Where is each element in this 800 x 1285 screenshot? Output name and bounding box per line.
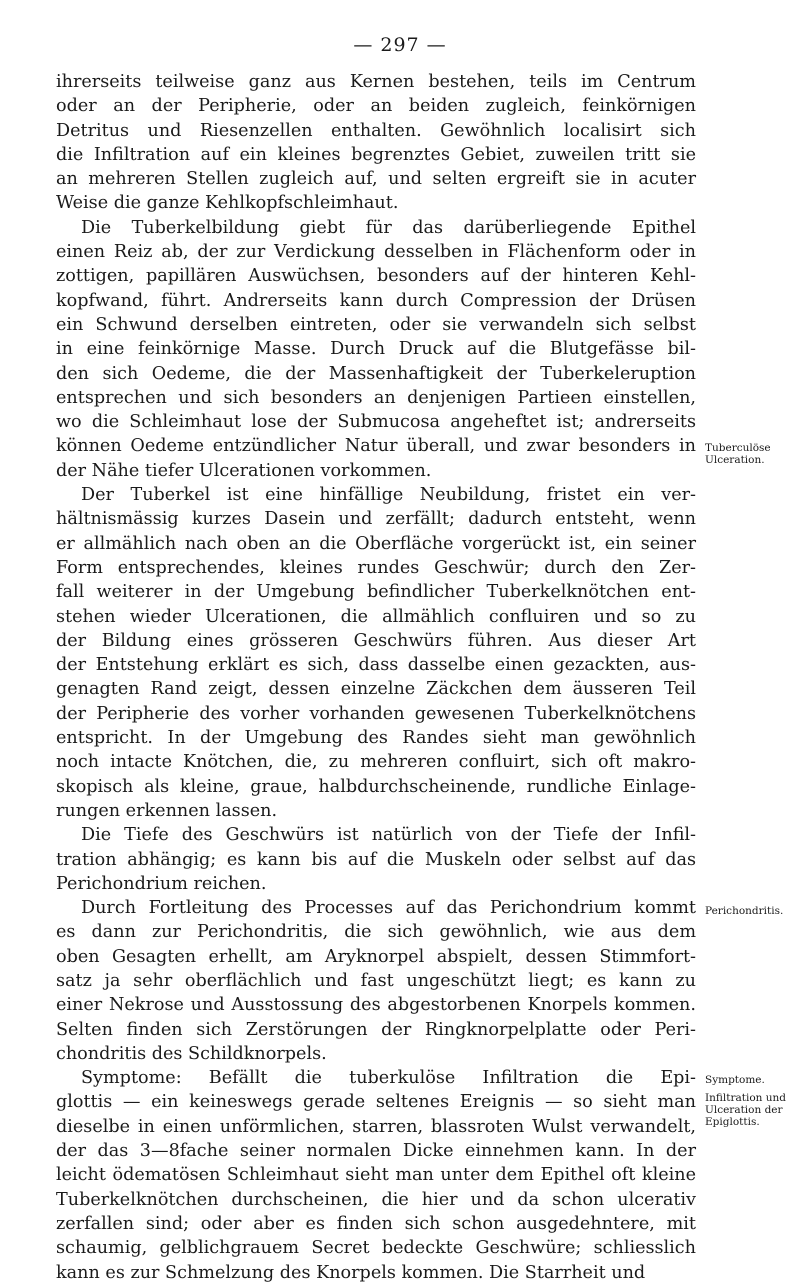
- text-line: er allmählich nach oben an die Oberfläche vorgerückt ist, ein seiner: [56, 533, 696, 554]
- text-line: den sich Oedeme, die der Massenhaftigkeit der Tuberkeleruption: [56, 363, 696, 384]
- text-line: der Nähe tiefer Ulcerationen vorkommen.: [56, 460, 432, 481]
- text-line: stehen wieder Ulcerationen, die allmählich confluiren und so zu: [56, 606, 696, 627]
- margin-note-infiltration-epiglottis: Infiltration und Ulceration der Epiglottis.: [705, 1092, 787, 1128]
- text-line: der das 3—8fache seiner normalen Dicke einnehmen kann. In der: [56, 1141, 696, 1162]
- body-text: [56, 70, 696, 1285]
- text-line: skopisch als kleine, graue, halbdurchscheinende, rundliche Einlage-: [56, 776, 696, 797]
- text-line: an mehreren Stellen zugleich auf, und selten ergreift sie in acuter: [56, 169, 696, 190]
- text-line: kann es zur Schmelzung des Knorpels kommen. Die Starrheit und: [56, 1262, 646, 1283]
- text-line: rungen erkennen lassen.: [56, 800, 278, 821]
- text-line: Die Tuberkelbildung giebt für das darüberliegende Epithel: [81, 217, 696, 238]
- text-line: Detritus und Riesenzellen enthalten. Gewöhnlich localisirt sich: [56, 120, 696, 141]
- margin-note-symptome: Symptome.: [705, 1074, 765, 1086]
- text-line: in eine feinkörnige Masse. Durch Druck auf die Blutgefässe bil-: [56, 339, 696, 360]
- text-line: dieselbe in einen unförmlichen, starren, blassroten Wulst verwandelt,: [56, 1116, 696, 1137]
- text-line: ihrerseits teilweise ganz aus Kernen bestehen, teils im Centrum: [56, 72, 696, 92]
- text-line: der Peripherie des vorher vorhanden gewesenen Tuberkelknötchens: [56, 703, 696, 724]
- text-line: Tuberkelknötchen durchscheinen, die hier und da schon ulcerativ: [56, 1189, 696, 1210]
- text-line: kopfwand, führt. Andrerseits kann durch Compression der Drüsen: [56, 290, 696, 311]
- page-number-header: — 297 —: [353, 34, 447, 56]
- text-line: oben Gesagten erhellt, am Aryknorpel abspielt, dessen Stimmfort-: [56, 946, 696, 967]
- text-line: Die Tiefe des Geschwürs ist natürlich von der Tiefe der Infil-: [81, 825, 696, 846]
- margin-note-perichondritis: Perichondritis.: [705, 905, 784, 917]
- text-line: Form entsprechendes, kleines rundes Geschwür; durch den Zer-: [56, 557, 696, 578]
- text-line: tration abhängig; es kann bis auf die Muskeln oder selbst auf das: [56, 849, 696, 870]
- text-line: fall weiterer in der Umgebung befindlicher Tuberkelknötchen ent-: [56, 582, 696, 603]
- text-line: einer Nekrose und Ausstossung des abgestorbenen Knorpels kommen.: [56, 995, 696, 1016]
- text-line: der Entstehung erklärt es sich, dass dasselbe einen gezackten, aus-: [56, 655, 696, 676]
- text-line: leicht ödematösen Schleimhaut sieht man unter dem Epithel oft kleine: [56, 1165, 696, 1186]
- text-line: Symptome: Befällt die tuberkulöse Infiltration die Epi-: [81, 1068, 696, 1089]
- text-line: glottis — ein keineswegs gerade seltenes Ereignis — so sieht man: [56, 1092, 696, 1113]
- text-line: Perichondrium reichen.: [56, 873, 267, 894]
- text-line: entsprechen und sich besonders an denjenigen Partieen einstellen,: [56, 387, 696, 408]
- text-line: ein Schwund derselben eintreten, oder sie verwandeln sich selbst: [56, 314, 696, 335]
- margin-note-tuberculoese-ulceration: Tuberculöse Ulceration.: [705, 442, 771, 466]
- text-line: die Infiltration auf ein kleines begrenztes Gebiet, zuweilen tritt sie: [56, 144, 696, 165]
- text-line: wo die Schleimhaut lose der Submucosa angeheftet ist; andrerseits: [56, 412, 696, 433]
- text-line: zerfallen sind; oder aber es finden sich schon ausgedehntere, mit: [56, 1213, 696, 1234]
- text-line: oder an der Peripherie, oder an beiden zugleich, feinkörnigen: [56, 96, 696, 117]
- text-line: zottigen, papillären Auswüchsen, besonders auf der hinteren Kehl-: [56, 266, 696, 287]
- text-line: hältnismässig kurzes Dasein und zerfällt; dadurch entsteht, wenn: [56, 509, 696, 530]
- text-line: schaumig, gelblichgrauem Secret bedeckte Geschwüre; schliesslich: [56, 1238, 696, 1259]
- text-line: satz ja sehr oberflächlich und fast ungeschützt liegt; es kann zu: [56, 970, 696, 991]
- text-line: einen Reiz ab, der zur Verdickung desselben in Flächenform oder in: [56, 242, 696, 263]
- text-line: noch intacte Knötchen, die, zu mehreren confluirt, sich oft makro-: [56, 752, 696, 773]
- text-line: es dann zur Perichondritis, die sich gewöhnlich, wie aus dem: [56, 922, 696, 943]
- text-line: genagten Rand zeigt, dessen einzelne Zäckchen dem äusseren Teil: [56, 679, 696, 700]
- text-line: Durch Fortleitung des Processes auf das Perichondrium kommt: [81, 898, 696, 919]
- text-line: Der Tuberkel ist eine hinfällige Neubildung, fristet ein ver-: [81, 485, 696, 506]
- text-line: Selten finden sich Zerstörungen der Ringknorpelplatte oder Peri-: [56, 1019, 696, 1040]
- text-line: chondritis des Schildknorpels.: [56, 1043, 327, 1064]
- text-line: der Bildung eines grösseren Geschwürs führen. Aus dieser Art: [56, 630, 696, 651]
- text-line: können Oedeme entzündlicher Natur überall, und zwar besonders in: [56, 436, 696, 457]
- text-line: Weise die ganze Kehlkopfschleimhaut.: [56, 193, 399, 214]
- text-line: entspricht. In der Umgebung des Randes sieht man gewöhnlich: [56, 728, 696, 749]
